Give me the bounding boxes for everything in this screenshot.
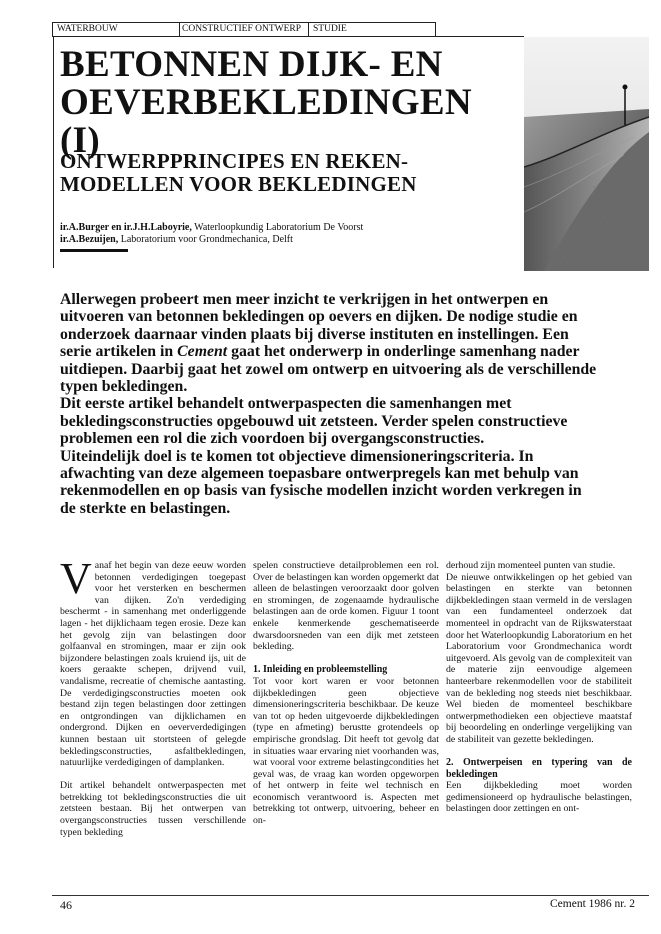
lead-p1-text: Allerwegen probeert men meer inzicht te verkrijgen in het ontwerpen en uitvoeren van betonnen bekledingen op oevers en dijken. De nodige studie en onderzoek daarnaar vinden plaats bij diverse instituten en instellingen. Een serie artikelen in: [60, 291, 578, 361]
frame-divider-top: [53, 36, 524, 37]
author-affiliation-1: Waterloopkundig Laboratorium De Voorst: [191, 222, 364, 233]
author-names-1: ir.A.Burger en ir.J.H.Laboyrie,: [60, 222, 192, 233]
dike-photo: [524, 37, 649, 271]
body-paragraph: Een dijkbekleding moet worden gedimensioneerd op hydraulische belastingen, belastingen door zettingen en ont-: [446, 780, 632, 815]
section-heading-2: 2. Ontwerpeisen en typering van de bekledingen: [446, 757, 632, 780]
title-line-1: BETONNEN DIJK- EN: [60, 44, 443, 85]
body-paragraph: Tot voor kort waren er voor betonnen dijkbekledingen geen objectieve dimensioneringscriteria beschikbaar. De keuze van tot op heden uitgevoerde dijkbekledingen (type en afmeting) berustte grotendeels op empirische grondslag. Dit heeft tot gevolg dat in situaties waar ervaring niet voorhanden was, wat vooral voor extreme belastingcondities het geval was, de vraag kan worden opgeworpen of het ontwerp in feite wel technisch en economisch verantwoord is. Aspecten met betrekking tot ontwerp, uitvoering, beheer en on-: [253, 675, 439, 827]
header-type: STUDIE: [313, 24, 347, 34]
journal-reference: Cement 1986 nr. 2: [550, 898, 635, 910]
footer-rule: [52, 895, 649, 896]
author-line-2: [60, 234, 520, 246]
body-paragraph: spelen constructieve detailproblemen een rol. Over de belastingen kan worden opgemerkt dat alleen de belastingen veroorzaakt door golven en stromingen, de zogenaamde hydraulische belastingen aan de orde komen. Figuur 1 toont enkele kenmerkende geschematiseerde dwarsdoorsneden van een dijk met zetsteen bekleding.: [253, 560, 439, 653]
body-column-3: [446, 560, 632, 827]
section-heading-1: 1. Inleiding en probleemstelling: [253, 664, 388, 676]
article-subtitle: [60, 150, 520, 196]
article-title: [60, 46, 520, 160]
drop-cap: V: [60, 554, 92, 603]
author-credits: [60, 222, 520, 246]
body-column-2: [253, 560, 439, 838]
author-affiliation-2: Laboratorium voor Grondmechanica, Delft: [118, 234, 293, 245]
body-column-1: [60, 554, 246, 850]
subtitle-line-1: ONTWERPPRINCIPES EN REKEN-: [60, 149, 409, 173]
header-category: CONSTRUCTIEF ONTWERP: [180, 23, 309, 36]
lead-p2: Dit eerste artikel behandelt ontwerpaspecten die samenhangen met bekledingsconstructies opgebouwd uit zetsteen. Verder spelen constructieve problemen een rol die zich voordoen bij overgangsconstructies.: [60, 395, 568, 448]
body-paragraph: Dit artikel behandelt ontwerpaspecten met betrekking tot bekledingsconstructies die uit zetsteen bestaan. Bij het ontwerpen van overgangsconstructies tussen verschillende typen bekleding: [60, 780, 246, 838]
frame-divider-left: [53, 36, 54, 268]
body-text: anaf het begin van deze eeuw worden betonnen verdedigingen toegepast voor het versterken en beschermen van dijken. Zo'n verdediging beschermt - in samenhang met onderliggende lagen - het dijklichaam tegen erosie. Deze kan het gevolg zijn van belastingen door golfaanval en stromingen, maar er zijn ook bijzondere belastingen zoals kruiend ijs, uit de koers geraakte schepen, drijvend vuil, vandalisme, recreatie of chemische aantasting. De verdedigingsconstructies moeten ook bestand zijn tegen belastingen door zettingen en ontgrondingen van dijklichamen en ondergrond. Dijken en oeververdedigingen kunnen bestaan uit stortsteen of gelegde bekledingsconstructies, asfaltbekledingen, natuurlijke verdedigingen of damplanken.: [60, 560, 246, 769]
body-paragraph: De nieuwe ontwikkelingen op het gebied van belastingen en sterkte van betonnen dijkbekledingen staan vermeld in de verslagen van een fundamenteel onderzoek dat momenteel in opdracht van de Rijkswaterstaat door het Waterloopkundig Laboratorium en het Laboratorium voor Grondmechanica wordt uitgevoerd. Als gevolg van de complexiteit van de materie zijn eenvoudige algemeen hanteerbare rekenmodellen voor de stabiliteit van de bekleding nog steeds niet beschikbaar. Wel bieden de momenteel beschikbare ontwerpmethodieken een objectieve maatstaf bij beoordeling en onderlinge vergelijking van de stabiliteit van gezette bekledingen.: [446, 571, 632, 745]
author-line-1: [60, 222, 520, 234]
lead-paragraph: [60, 291, 600, 517]
header-section: WATERBOUW: [53, 23, 180, 36]
lead-p3: Uiteindelijk doel is te komen tot objectieve dimensioneringscriteria. In afwachting van deze algemeen toepasbare ontwerpregels kan met behulp van rekenmodellen en op basis van fysische modellen inzicht worden verkregen in de sterkte en belastingen.: [60, 447, 582, 517]
author-names-2: ir.A.Bezuijen,: [60, 234, 119, 245]
author-rule: [60, 249, 128, 252]
page-number: 46: [60, 898, 72, 912]
subtitle-line-2: MODELLEN VOOR BEKLEDINGEN: [60, 172, 417, 196]
body-paragraph: [60, 554, 246, 769]
lead-p1: [60, 291, 600, 395]
body-paragraph: derhoud zijn momenteel punten van studie.: [446, 560, 616, 571]
title-line-2: OEVERBEKLEDINGEN (I): [60, 82, 472, 161]
section-header-bar: [52, 22, 436, 37]
lead-p1-journal: Cement: [177, 343, 228, 361]
lead-p1-text-end: gaat het onderwerp in onderlinge samenhang nader uitdiepen. Daarbij gaat het zowel om ontwerp en uitvoering als de verschillende typen bekledingen.: [60, 343, 597, 396]
